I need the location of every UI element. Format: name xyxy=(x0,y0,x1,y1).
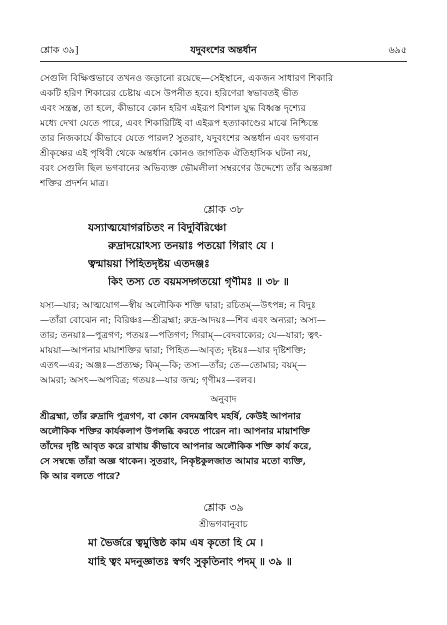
verse-39-speaker: শ্রীভগবানুবাচ xyxy=(199,519,248,530)
translation-line: অলৌকিক শক্তির কার্যকলাপ উপলব্ধি করতে পারেন না। আপনার মায়াশক্তি xyxy=(40,426,310,437)
header-rule xyxy=(40,61,407,62)
verse-39-line: যাহি ত্বং মদনুজ্ঞাতঃ স্বর্গং সুকৃতিনাং পদম্ ॥ ৩৯ ॥ xyxy=(88,556,292,568)
verse-38-line: রুদ্রাদয়োঽস্য তনয়াঃ পতয়ো গিরাং যে । xyxy=(108,240,274,252)
translation-line: তাঁদের দৃষ্টি আবৃত করে রাখায় কীভাবে আপনার অলৌকিক শক্তি কার্য করে, xyxy=(40,441,312,452)
header-chapter-title: যদুবংশের অন্তর্ধান xyxy=(190,45,257,56)
translation-line: সে সম্বন্ধে তাঁরা অজ্ঞ থাকেন। সুতরাং, নিকৃষ্টকুলজাত আমার মতো ব্যক্তি, xyxy=(40,456,306,467)
purport-line: এবং সন্ত্রস্ত, তা হলে, কীভাবে কোন হরিণ এইরূপ বিশাল যুদ্ধ বিধ্বস্ত দৃশ্যের xyxy=(40,103,306,114)
synonyms-line: —তাঁরা বোঝেন না; বিরিঞ্চঃ—শ্রীব্রহ্মা; রুদ্র-আদয়ঃ—শিব এবং অন্যরা; অস্য— xyxy=(40,315,326,326)
translation-heading: অনুবাদ xyxy=(210,394,237,405)
verse-38-line: কিং তস্য তে বয়মসদ্গতয়ো গৃণীমঃ ॥ ৩৮ ॥ xyxy=(108,276,289,288)
purport-line: একটি হরিণ শিকারের চেষ্টায় এসে উপনীত হবে। হরিণেরা স্বভাবতই ভীত xyxy=(40,88,299,99)
synonyms-line: মায়য়া—আপনার মায়াশক্তির দ্বারা; পিহিত—আবৃত; দৃষ্টয়ঃ—যার দৃষ্টিশক্তি; xyxy=(40,345,307,356)
synonyms-line: তার; তনয়াঃ—পুত্রগণ; পতয়ঃ—পতিগণ; গিরাম্—বেদবাক্যের; যে—যারা; ত্বৎ- xyxy=(40,330,323,341)
purport-line: শক্তির প্রদর্শন মাত্র। xyxy=(40,178,109,189)
synonyms-line: আমরা; অসৎ—অপবিত্র; গতয়ঃ—যার জন্ম; গৃণীমঃ—বলব। xyxy=(40,375,256,386)
translation-line: কি আর বলতে পারে? xyxy=(40,471,120,482)
verse-39-line: মা ভৈর্জরে ত্বমুত্তিষ্ঠ কাম এষ কৃতো হি মে । xyxy=(88,537,264,549)
verse-38-line: ত্বন্মায়য়া পিহিতদৃষ্টয় এতদঞ্জঃ xyxy=(88,258,210,270)
verse-38-heading: শ্লোক ৩৮ xyxy=(203,203,244,216)
translation-line: শ্রীব্রহ্মা, তাঁর রুদ্রাদি পুত্রগণ, বা কোন বেদমন্ত্রবিৎ মহর্ষি, কেউই আপনার xyxy=(40,411,301,422)
header-page-number: ৬৯৫ xyxy=(388,45,407,56)
purport-line: তার নিজকার্যে কীভাবে যেতে পারল? সুতরাং, যদুবংশের অন্তর্ধান এবং ভগবান xyxy=(40,133,319,144)
purport-line: শ্রীকৃষ্ণের এই পৃথিবী থেকে অন্তর্ধান কোনও জাগতিক ঐতিহাসিক ঘটনা নয়, xyxy=(40,148,311,159)
synonyms-line: যস্য—যার; আত্মযোগ—স্বীয় অলৌকিক শক্তি দ্বারা; রচিতম্—উৎপন্ন; ন বিদুঃ xyxy=(40,300,316,311)
synonyms-line: এতৎ—এর; অঞ্জঃ—প্রত্যক্ষ; কিম্—কি; তস্য—তাঁর; তে—তোমার; বয়ম্— xyxy=(40,360,307,371)
verse-39-heading: শ্লোক ৩৯ xyxy=(203,501,244,514)
purport-line: বরং সেগুলি ছিল ভগবানের অভিব্যক্ত ভৌমলীলা সম্বরণের উদ্দেশ্যে তাঁর অন্তরঙ্গা xyxy=(40,163,333,174)
header-verse-ref: শ্লোক ৩৯] xyxy=(40,45,79,56)
purport-line: সেগুলি বিক্ষিপ্তভাবে তখনও জড়ানো রয়েছে—সেইস্থানে, একজন সাধারণ শিকারি xyxy=(40,73,334,84)
purport-line: মধ্যে দেখা যেতে পারে, এবং শিকারিটিই বা এইরূপ হত্যাকাণ্ডের মাঝে নিশ্চিন্তে xyxy=(40,118,319,129)
verse-38-line: যস্যাত্মযোগরচিতং ন বিদুর্বিরিঞ্চো xyxy=(88,222,227,234)
running-header xyxy=(40,44,407,58)
